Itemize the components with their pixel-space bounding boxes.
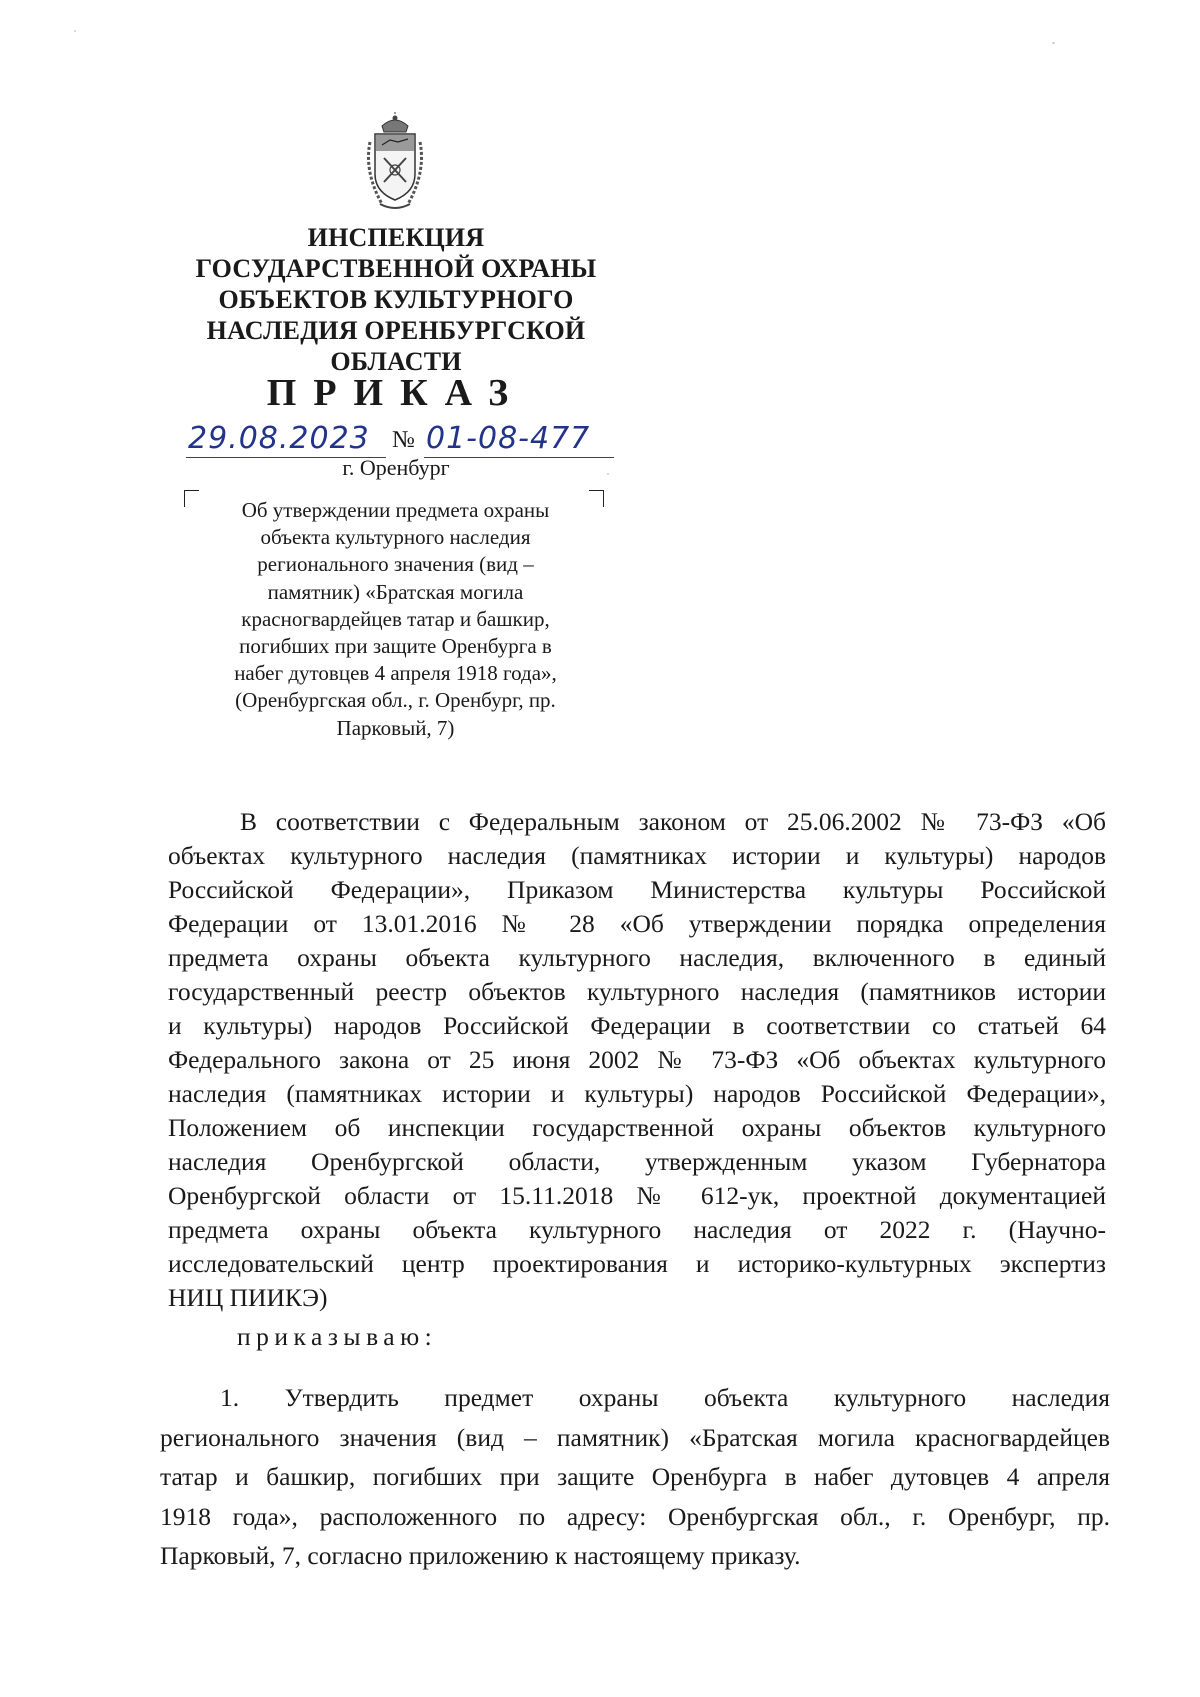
item-line: Парковый, 7, согласно приложению к настоящему приказу. [160, 1541, 801, 1570]
number-sign: № [392, 427, 415, 453]
subject-line: погибших при защите Оренбурга в [239, 634, 552, 659]
body-line: В соответствии с Федеральным законом от 25.06.2002 № 73-ФЗ «Об [240, 807, 1106, 836]
subject-line: (Оренбургская обл., г. Оренбург, пр. [235, 688, 556, 713]
org-line: ОБЛАСТИ [330, 347, 462, 376]
order-item-1 [160, 1378, 1110, 1576]
subject-line: регионального значения (вид – [257, 552, 534, 577]
organization-name [180, 222, 612, 377]
body-line: Федерации от 13.01.2016 № 28 «Об утверждении порядка определения [168, 909, 1106, 938]
scan-speck [74, 30, 76, 32]
body-line: государственный реестр объектов культурного наследия (памятников истории [168, 977, 1106, 1006]
subject-line: красногвардейцев татар и башкир, [241, 606, 550, 631]
item-line: 1918 года», расположенного по адресу: Оренбургская обл., г. Оренбург, пр. [160, 1501, 1110, 1531]
item-line: регионального значения (вид – памятник) «Братская могила красногвардейцев [160, 1422, 1110, 1452]
subject-line: Об утверждении предмета охраны [241, 498, 550, 522]
org-line: ОБЪЕКТОВ КУЛЬТУРНОГО [218, 285, 574, 314]
body-line: предмета охраны объекта культурного наследия от 2022 г. (Научно- [168, 1215, 1106, 1244]
body-line: Федерального закона от 25 июня 2002 № 73-ФЗ «Об объектах культурного [168, 1045, 1106, 1074]
document-type-title: ПРИКАЗ [266, 372, 526, 414]
document-date: 29.08.2023 [188, 421, 370, 456]
body-line: наследия Оренбургской области, утвержденным указом Губернатора [168, 1147, 1106, 1176]
body-line: исследовательский центр проектирования и историко-культурных экспертиз [168, 1249, 1106, 1278]
subject-line: объекта культурного наследия [260, 525, 531, 550]
body-line: Российской Федерации», Приказом Министерства культуры Российской [168, 875, 1106, 904]
document-city: г. Оренбург [342, 455, 450, 480]
org-line: ГОСУДАРСТВЕННОЙ ОХРАНЫ [195, 254, 597, 283]
item-line: 1. Утвердить предмет охраны объекта культурного наследия [220, 1383, 1110, 1412]
item-line: татар и башкир, погибших при защите Оренбурга в набег дутовцев 4 апреля [160, 1462, 1110, 1491]
body-line: Оренбургской области от 15.11.2018 № 612-ук, проектной документацией [168, 1181, 1106, 1210]
org-line: ИНСПЕКЦИЯ [307, 223, 485, 252]
subject-line: набег дутовцев 4 апреля 1918 года», [234, 661, 557, 686]
scan-speck [1052, 42, 1055, 44]
document-number: 01-08-477 [426, 421, 591, 456]
subject-line: Парковый, 7) [336, 715, 455, 740]
subject-line: памятник) «Братская могила [267, 579, 524, 604]
body-line: объектах культурного наследия (памятниках истории и культуры) народов [168, 841, 1106, 870]
preamble-paragraph [168, 805, 1106, 1315]
org-line: НАСЛЕДИЯ ОРЕНБУРГСКОЙ [206, 316, 586, 345]
document-subject [188, 497, 603, 742]
coat-of-arms-icon [360, 112, 430, 214]
scan-speck [607, 473, 609, 475]
order-word: приказываю: [237, 1322, 438, 1351]
body-line: наследия (памятниках истории и культуры) народов Российской Федерации», [168, 1079, 1106, 1108]
body-line: и культуры) народов Российской Федерации в соответствии со статьей 64 [168, 1011, 1106, 1040]
body-line: НИЦ ПИИКЭ) [168, 1283, 328, 1312]
body-line: Положением об инспекции государственной охраны объектов культурного [168, 1113, 1106, 1142]
body-line: предмета охраны объекта культурного наследия, включенного в единый [168, 943, 1106, 972]
